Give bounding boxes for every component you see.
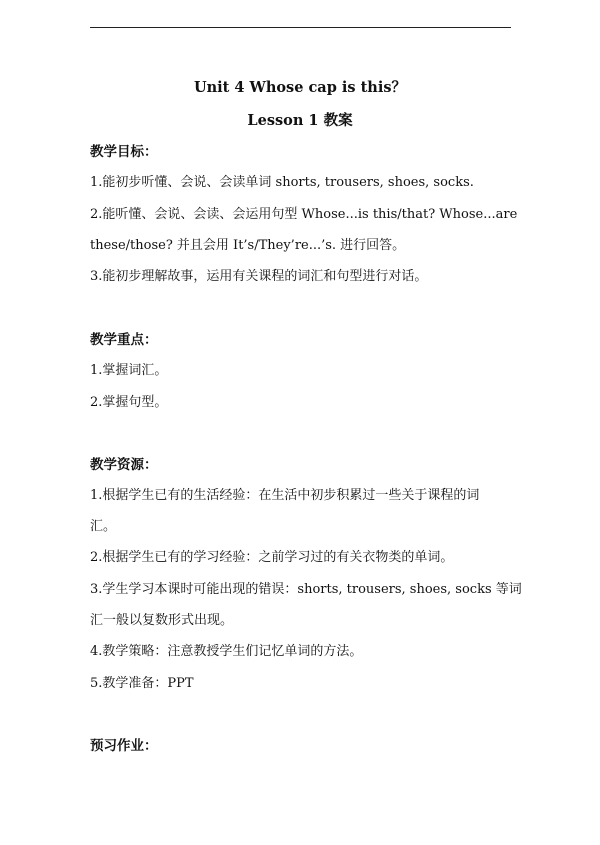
resource-line-3: 2.根据学生已有的学习经验：之前学习过的有关衣物类的单词。 [90, 550, 454, 565]
objective-line-4: 3.能初步理解故事，运用有关课程的词汇和句型进行对话。 [90, 269, 428, 284]
section-heading-homework: 预习作业： [90, 738, 158, 754]
section-heading-key-points: 教学重点： [90, 332, 158, 348]
objective-line-3: these/those? 并且会用 It’s/They’re...’s. 进行回答。 [90, 238, 406, 253]
section-heading-resources: 教学资源： [90, 457, 158, 473]
resource-line-7: 5.教学准备：PPT [90, 676, 194, 691]
document-subtitle: Lesson 1 教案 [247, 112, 353, 129]
key-point-line-1: 1.掌握词汇。 [90, 363, 168, 378]
section-heading-objectives: 教学目标： [90, 144, 158, 160]
objective-line-1: 1.能初步听懂、会说、会读单词 shorts, trousers, shoes, socks. [90, 175, 474, 190]
resource-line-1: 1.根据学生已有的生活经验：在生活中初步积累过一些关于课程的词 [90, 488, 480, 503]
key-point-line-2: 2.掌握句型。 [90, 395, 168, 410]
resource-line-6: 4.教学策略：注意教授学生们记忆单词的方法。 [90, 644, 363, 659]
objective-line-2: 2.能听懂、会说、会读、会运用句型 Whose...is this/that? Whose...are [90, 207, 518, 222]
resource-line-4: 3.学生学习本课时可能出现的错误：shorts, trousers, shoes, socks 等词 [90, 582, 522, 597]
resource-line-2: 汇。 [90, 519, 117, 534]
resource-line-5: 汇一般以复数形式出现。 [90, 613, 234, 628]
header-rule [90, 27, 511, 28]
document-title: Unit 4 Whose cap is this？ [193, 79, 407, 96]
